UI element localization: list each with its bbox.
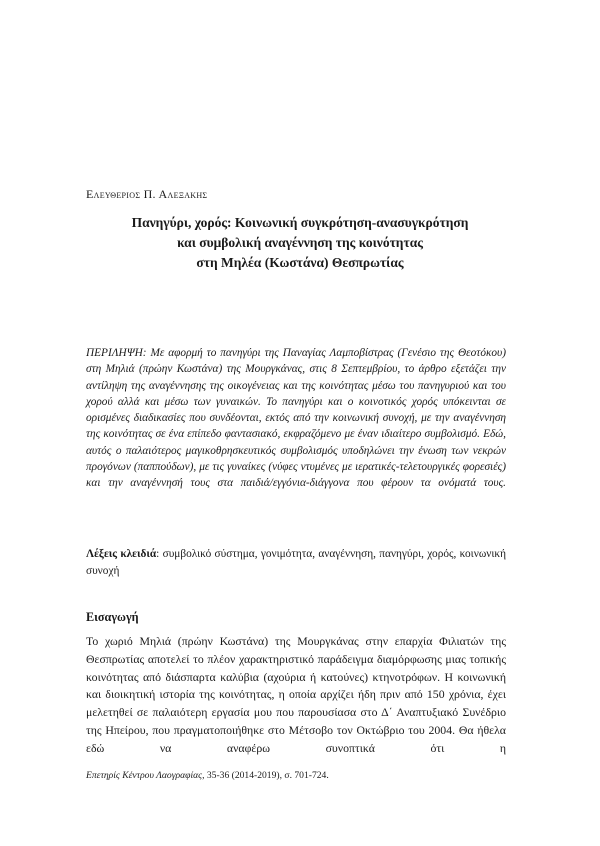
title-line-3: στη Μηλέα (Κωστάνα) Θεσπρωτίας — [196, 255, 404, 270]
footer-reference: , 35-36 (2014-2019), σ. 701-724. — [202, 770, 329, 781]
section-heading-introduction: Εισαγωγή — [86, 610, 139, 624]
page-footer — [86, 770, 506, 782]
abstract: ΠΕΡΙΛΗΨΗ: Με αφορμή το πανηγύρι της Παναγίας Λαμποβίστρας (Γενέσιο της Θεοτόκου) στη Μηλιά (πρώην Κωστάνα) της Μουργκάνας, στις 8 Σεπτεμβρίου, το άρθρο εξετάζει την αντίληψη της αναγέννησης της οικογένειας και της κοινότητας μέσω του πανηγυριού και του χορού αλλά και μέσω των γυναικών. Το πανηγύρι και ο κοινοτικός χορός υπόκεινται σε ορισμένες διαδικασίες που συνδέονται, εκτός από την κοινωνική συνοχή, με την αναγέννηση της κοινότητας σε ένα επίπεδο φαντασιακό, εκφραζόμενο με έναν ιδιαίτερο συμβολισμό. Εδώ, αυτός ο παλαιότερος μαγικοθρησκευτικός συμβολισμός υποδηλώνει την ένωση των νεκρών προγόνων (παππούδων), με τις γυναίκες (νύφες ντυμένες με ιερατικές-τελετουργικές φορεσιές) και την αναγέννησή τους στα παιδιά/εγγόνια-διάγγονα που φέρουν τα ονόματά τους. — [86, 347, 506, 489]
keywords-label: Λέξεις κλειδιά — [86, 548, 157, 560]
keywords — [86, 546, 506, 579]
title-line-1: Πανηγύρι, χορός: Κοινωνική συγκρότηση-ανασυγκρότηση — [131, 215, 469, 230]
keywords-list: : συμβολικό σύστημα, γονιμότητα, αναγέννηση, πανηγύρι, χορός, κοινωνική συνοχή — [86, 548, 506, 577]
author-name: Ελευθεριος Π. Αλεξακης — [86, 187, 208, 201]
footer-journal: Επετηρίς Κέντρου Λαογραφίας — [86, 770, 203, 781]
body-paragraph: Το χωριό Μηλιά (πρώην Κωστάνα) της Μουργκάνας στην επαρχία Φιλιατών της Θεσπρωτίας αποτελεί το πλέον χαρακτηριστικό παράδειγμα διαμόρφωσης μιας τοπικής κοινότητας από διάσπαρτα καλύβια (αχούρια ή κατούνες) κτηνοτρόφων. Η κοινωνική και διοικητική ιστορία της κοινότητας, η οποία αρχίζει ήδη πριν από 150 χρόνια, έχει μελετηθεί σε παλαιότερη εργασία μου που παρουσίασα στο Δ΄ Αναπτυξιακό Συνέδριο της Ηπείρου, που πραγματοποιήθηκε στο Μέτσοβο τον Οκτώβριο του 2004. Θα ήθελα εδώ να αναφέρω συνοπτικά ότι η — [86, 634, 506, 755]
title-line-2: και συμβολική αναγέννηση της κοινότητας — [177, 235, 423, 250]
